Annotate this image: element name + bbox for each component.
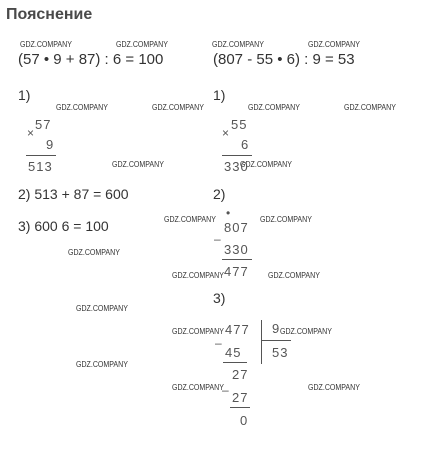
division-rem2: 0 bbox=[240, 413, 249, 428]
division-quotient: 53 bbox=[272, 345, 289, 360]
watermark: GDZ.COMPANY bbox=[172, 327, 224, 336]
watermark: GDZ.COMPANY bbox=[248, 103, 300, 112]
watermark: GDZ.COMPANY bbox=[112, 160, 164, 169]
watermark: GDZ.COMPANY bbox=[116, 40, 168, 49]
right-mult-result: 330 bbox=[224, 159, 249, 174]
watermark: GDZ.COMPANY bbox=[280, 327, 332, 336]
page-title: Пояснение bbox=[6, 6, 93, 23]
left-mult-b: 9 bbox=[46, 137, 55, 152]
watermark: GDZ.COMPANY bbox=[76, 360, 128, 369]
left-mult-result: 513 bbox=[28, 159, 53, 174]
right-sub-a: 807 bbox=[224, 220, 249, 235]
left-step1-label: 1) bbox=[18, 87, 31, 103]
watermark: GDZ.COMPANY bbox=[152, 103, 204, 112]
right-step2-label: 2) bbox=[213, 186, 226, 202]
left-mult-operator: × bbox=[27, 126, 35, 140]
division-quotient-rule bbox=[261, 340, 291, 341]
division-rule-2 bbox=[230, 407, 250, 408]
watermark: GDZ.COMPANY bbox=[344, 103, 396, 112]
watermark: GDZ.COMPANY bbox=[172, 271, 224, 280]
watermark: GDZ.COMPANY bbox=[308, 40, 360, 49]
division-rem1: 27 bbox=[232, 367, 249, 382]
watermark: GDZ.COMPANY bbox=[68, 248, 120, 257]
watermark: GDZ.COMPANY bbox=[308, 383, 360, 392]
right-sub-b: 330 bbox=[224, 242, 249, 257]
watermark: GDZ.COMPANY bbox=[268, 271, 320, 280]
left-mult-a: 57 bbox=[35, 117, 52, 132]
left-step2: 2) 513 + 87 = 600 bbox=[18, 186, 129, 202]
right-step3-label: 3) bbox=[213, 290, 226, 306]
watermark: GDZ.COMPANY bbox=[20, 40, 72, 49]
division-minus-1: – bbox=[215, 336, 222, 350]
division-bar bbox=[261, 320, 262, 364]
right-mult-b: 6 bbox=[241, 137, 250, 152]
division-minus-2: – bbox=[222, 383, 229, 397]
right-step1-label: 1) bbox=[213, 87, 226, 103]
division-sub1: 45 bbox=[225, 345, 242, 360]
watermark: GDZ.COMPANY bbox=[260, 215, 312, 224]
division-divisor: 9 bbox=[272, 321, 281, 336]
division-dividend: 477 bbox=[225, 322, 250, 337]
division-rule-1 bbox=[223, 362, 247, 363]
right-sub-operator: – bbox=[214, 232, 221, 246]
left-mult-rule bbox=[26, 155, 56, 156]
right-sub-dot: • bbox=[226, 206, 231, 220]
watermark: GDZ.COMPANY bbox=[172, 383, 224, 392]
division-sub2: 27 bbox=[232, 390, 249, 405]
left-step3: 3) 600 6 = 100 bbox=[18, 218, 109, 234]
right-sub-rule bbox=[222, 259, 252, 260]
right-expression: (807 - 55 • 6) : 9 = 53 bbox=[213, 51, 355, 68]
right-sub-result: 477 bbox=[224, 264, 249, 279]
right-mult-operator: × bbox=[222, 126, 230, 140]
watermark: GDZ.COMPANY bbox=[56, 103, 108, 112]
watermark: GDZ.COMPANY bbox=[212, 40, 264, 49]
watermark: GDZ.COMPANY bbox=[240, 160, 292, 169]
left-expression: (57 • 9 + 87) : 6 = 100 bbox=[18, 51, 164, 68]
right-mult-rule bbox=[222, 155, 252, 156]
watermark: GDZ.COMPANY bbox=[164, 215, 216, 224]
watermark: GDZ.COMPANY bbox=[76, 304, 128, 313]
right-mult-a: 55 bbox=[231, 117, 248, 132]
